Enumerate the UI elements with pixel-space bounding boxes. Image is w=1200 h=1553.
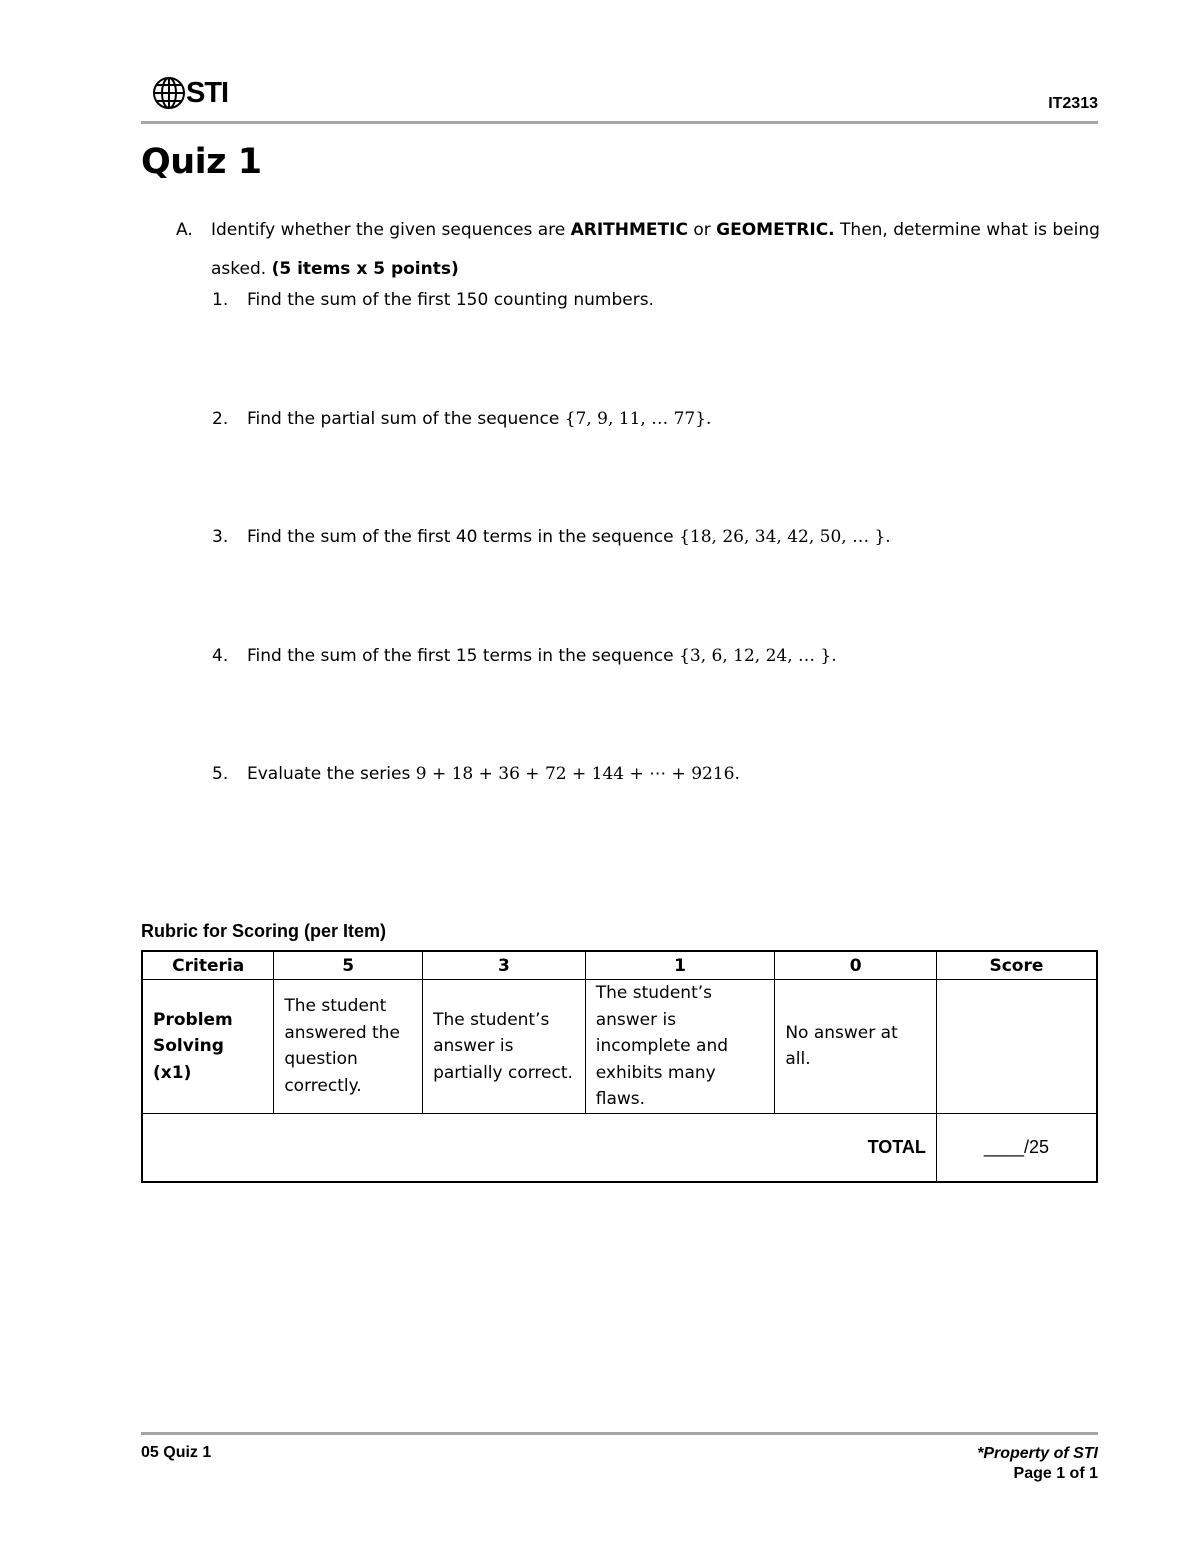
score-3-cell: The student’s answer is partially correct.: [423, 980, 586, 1114]
globe-icon: [152, 76, 186, 110]
question-text: Evaluate the series: [247, 764, 416, 784]
question-math: {7, 9, 11, … 77}.: [564, 409, 712, 429]
column-header: Score: [936, 951, 1097, 980]
section-marker: A.: [176, 220, 193, 240]
table-row: [142, 980, 1097, 1114]
column-header: 0: [775, 951, 937, 980]
question-item: [212, 527, 891, 547]
question-text: Find the partial sum of the sequence: [247, 409, 565, 429]
footer-doc-label: 05 Quiz 1: [141, 1444, 212, 1461]
total-row: [142, 1113, 1097, 1182]
property-notice: *Property of STI: [977, 1445, 1098, 1462]
course-code: IT2313: [1048, 95, 1098, 112]
footer-divider: [141, 1432, 1098, 1435]
instructions-post: Then, determine what is being asked.: [211, 220, 1100, 279]
score-1-cell: The student’s answer is incomplete and exhibits many flaws.: [585, 980, 775, 1114]
question-item: [212, 290, 654, 310]
score-cell[interactable]: [936, 980, 1097, 1114]
page-number: Page 1 of 1: [1013, 1465, 1098, 1482]
question-text: Find the sum of the first 150 counting numbers.: [247, 290, 654, 310]
instructions-mid: or: [687, 220, 717, 240]
score-5-cell: The student answered the question correctly.: [274, 980, 423, 1114]
sti-logo: [152, 76, 228, 110]
total-value[interactable]: ____/25: [936, 1113, 1097, 1182]
keyword-arithmetic: ARITHMETIC: [570, 220, 688, 240]
question-math: {18, 26, 34, 42, 50, … }.: [679, 527, 891, 547]
instructions: [176, 211, 1101, 289]
question-number: 3.: [212, 527, 229, 547]
footer-right: [977, 1444, 1098, 1484]
column-header: 1: [585, 951, 775, 980]
page-title: Quiz 1: [141, 142, 262, 182]
question-number: 1.: [212, 290, 229, 310]
column-header: 3: [423, 951, 586, 980]
question-text: Find the sum of the first 40 terms in the sequence: [247, 527, 680, 547]
points-note: (5 items x 5 points): [271, 259, 459, 279]
question-text: Find the sum of the first 15 terms in the sequence: [247, 646, 680, 666]
question-item: [212, 764, 740, 784]
question-item: [212, 409, 711, 429]
instructions-pre: Identify whether the given sequences are: [211, 220, 571, 240]
rubric-title: Rubric for Scoring (per Item): [141, 921, 387, 941]
keyword-geometric: GEOMETRIC.: [716, 220, 835, 240]
question-item: [212, 646, 837, 666]
total-label: TOTAL: [142, 1113, 936, 1182]
column-header: Criteria: [142, 951, 274, 980]
criteria-cell: Problem Solving (x1): [142, 980, 274, 1114]
score-0-cell: No answer at all.: [775, 980, 937, 1114]
logo-text: STI: [186, 77, 229, 109]
question-number: 5.: [212, 764, 229, 784]
table-header-row: [142, 951, 1097, 980]
question-math: {3, 6, 12, 24, … }.: [679, 646, 837, 666]
question-math: 9 + 18 + 36 + 72 + 144 + ⋯ + 9216.: [415, 764, 740, 784]
rubric-table: [141, 950, 1098, 1183]
column-header: 5: [274, 951, 423, 980]
header-divider: [141, 121, 1098, 124]
instructions-text: [211, 211, 1101, 289]
question-number: 2.: [212, 409, 229, 429]
question-number: 4.: [212, 646, 229, 666]
